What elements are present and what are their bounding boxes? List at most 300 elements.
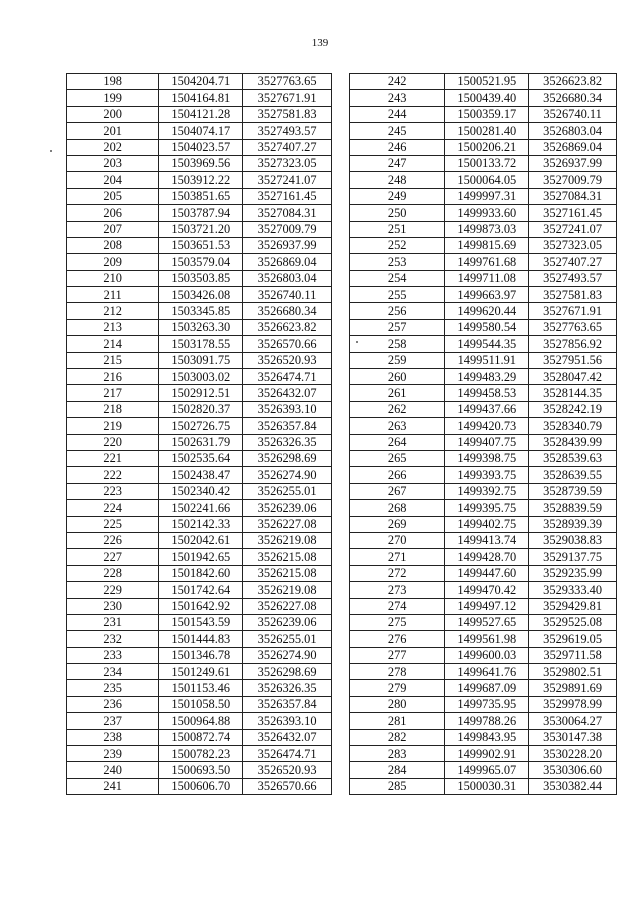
point-number-cell: 244 [350,106,445,122]
point-number-cell: 245 [350,123,445,139]
point-number-cell: 255 [350,287,445,303]
point-number-cell: 273 [350,582,445,598]
point-number-cell: 213 [67,319,159,335]
y-coordinate-cell: 3526357.84 [243,418,332,434]
y-coordinate-cell: 3527161.45 [529,205,617,221]
point-number-cell: 264 [350,434,445,450]
x-coordinate-cell: 1503787.94 [159,205,243,221]
table-row [67,729,332,745]
x-coordinate-cell: 1501346.78 [159,647,243,663]
table-row [67,467,332,483]
y-coordinate-cell: 3529038.83 [529,532,617,548]
table-row [350,532,617,548]
table-row [350,205,617,221]
y-coordinate-cell: 3528839.59 [529,500,617,516]
x-coordinate-cell: 1499580.54 [445,319,529,335]
y-coordinate-cell: 3526298.69 [243,450,332,466]
point-number-cell: 215 [67,352,159,368]
y-coordinate-cell: 3526740.11 [529,106,617,122]
y-coordinate-cell: 3527763.65 [529,319,617,335]
point-number-cell: 275 [350,614,445,630]
x-coordinate-cell: 1503263.30 [159,319,243,335]
x-coordinate-cell: 1499997.31 [445,188,529,204]
y-coordinate-cell: 3527581.83 [529,287,617,303]
x-coordinate-cell: 1500872.74 [159,729,243,745]
y-coordinate-cell: 3526239.06 [243,614,332,630]
point-number-cell: 217 [67,385,159,401]
x-coordinate-cell: 1501153.46 [159,680,243,696]
table-row [350,467,617,483]
x-coordinate-cell: 1499873.03 [445,221,529,237]
point-number-cell: 231 [67,614,159,630]
x-coordinate-cell: 1499815.69 [445,237,529,253]
point-number-cell: 232 [67,631,159,647]
point-number-cell: 284 [350,762,445,778]
y-coordinate-cell: 3530228.20 [529,746,617,762]
x-coordinate-cell: 1503426.08 [159,287,243,303]
table-row [350,664,617,680]
y-coordinate-cell: 3526570.66 [243,336,332,352]
table-row [350,647,617,663]
y-coordinate-cell: 3526520.93 [243,762,332,778]
x-coordinate-cell: 1503003.02 [159,369,243,385]
point-number-cell: 262 [350,401,445,417]
point-number-cell: 254 [350,270,445,286]
y-coordinate-cell: 3526623.82 [529,74,617,90]
x-coordinate-cell: 1503345.85 [159,303,243,319]
table-row [67,418,332,434]
x-coordinate-cell: 1499843.95 [445,729,529,745]
x-coordinate-cell: 1499395.75 [445,500,529,516]
point-number-cell: 225 [67,516,159,532]
table-row [67,582,332,598]
x-coordinate-cell: 1502340.42 [159,483,243,499]
y-coordinate-cell: 3526570.66 [243,778,332,794]
table-row [67,762,332,778]
y-coordinate-cell: 3529333.40 [529,582,617,598]
x-coordinate-cell: 1499561.98 [445,631,529,647]
x-coordinate-cell: 1499933.60 [445,205,529,221]
point-number-cell: 251 [350,221,445,237]
x-coordinate-cell: 1499511.91 [445,352,529,368]
point-number-cell: 210 [67,270,159,286]
point-number-cell: 242 [350,74,445,90]
table-row [350,762,617,778]
y-coordinate-cell: 3528539.63 [529,450,617,466]
x-coordinate-cell: 1499788.26 [445,713,529,729]
y-coordinate-cell: 3527323.05 [243,155,332,171]
table-row [67,172,332,188]
y-coordinate-cell: 3526432.07 [243,385,332,401]
point-number-cell: 240 [67,762,159,778]
y-coordinate-cell: 3526393.10 [243,401,332,417]
table-row [67,401,332,417]
table-row [67,123,332,139]
point-number-cell: 269 [350,516,445,532]
table-row [67,319,332,335]
y-coordinate-cell: 3526239.06 [243,500,332,516]
point-number-cell: 204 [67,172,159,188]
coordinate-table-right [349,73,617,795]
point-number-cell: 212 [67,303,159,319]
x-coordinate-cell: 1499600.03 [445,647,529,663]
point-number-cell: 271 [350,549,445,565]
table-row [67,221,332,237]
x-coordinate-cell: 1499413.74 [445,532,529,548]
x-coordinate-cell: 1500964.88 [159,713,243,729]
point-number-cell: 282 [350,729,445,745]
y-coordinate-cell: 3529429.81 [529,598,617,614]
x-coordinate-cell: 1503912.22 [159,172,243,188]
y-coordinate-cell: 3528639.55 [529,467,617,483]
table-row [67,237,332,253]
y-coordinate-cell: 3526357.84 [243,696,332,712]
point-number-cell: 221 [67,450,159,466]
x-coordinate-cell: 1503851.65 [159,188,243,204]
table-body [350,74,617,795]
x-coordinate-cell: 1501642.92 [159,598,243,614]
y-coordinate-cell: 3529711.58 [529,647,617,663]
x-coordinate-cell: 1499663.97 [445,287,529,303]
y-coordinate-cell: 3527581.83 [243,106,332,122]
page-number: 139 [311,37,329,49]
point-number-cell: 224 [67,500,159,516]
point-number-cell: 259 [350,352,445,368]
y-coordinate-cell: 3528439.99 [529,434,617,450]
table-row [350,696,617,712]
table-row [350,385,617,401]
y-coordinate-cell: 3528047.42 [529,369,617,385]
x-coordinate-cell: 1503503.85 [159,270,243,286]
x-coordinate-cell: 1499447.60 [445,565,529,581]
x-coordinate-cell: 1500281.40 [445,123,529,139]
table-row [67,369,332,385]
y-coordinate-cell: 3526623.82 [243,319,332,335]
x-coordinate-cell: 1504121.28 [159,106,243,122]
y-coordinate-cell: 3527161.45 [243,188,332,204]
table-row [350,614,617,630]
table-row [67,713,332,729]
x-coordinate-cell: 1500064.05 [445,172,529,188]
table-row [350,418,617,434]
y-coordinate-cell: 3526255.01 [243,631,332,647]
y-coordinate-cell: 3526937.99 [529,155,617,171]
x-coordinate-cell: 1499420.73 [445,418,529,434]
point-number-cell: 249 [350,188,445,204]
point-number-cell: 263 [350,418,445,434]
x-coordinate-cell: 1499965.07 [445,762,529,778]
table-row [350,90,617,106]
x-coordinate-cell: 1502438.47 [159,467,243,483]
x-coordinate-cell: 1499641.76 [445,664,529,680]
point-number-cell: 267 [350,483,445,499]
table-body [67,74,332,795]
point-number-cell: 239 [67,746,159,762]
table-row [350,287,617,303]
table-row [350,221,617,237]
table-row [67,385,332,401]
coordinate-table-left [66,73,332,795]
x-coordinate-cell: 1500439.40 [445,90,529,106]
y-coordinate-cell: 3527084.31 [529,188,617,204]
x-coordinate-cell: 1502820.37 [159,401,243,417]
point-number-cell: 233 [67,647,159,663]
x-coordinate-cell: 1503178.55 [159,336,243,352]
point-number-cell: 205 [67,188,159,204]
point-number-cell: 283 [350,746,445,762]
point-number-cell: 206 [67,205,159,221]
point-number-cell: 280 [350,696,445,712]
y-coordinate-cell: 3526520.93 [243,352,332,368]
table-row [350,729,617,745]
y-coordinate-cell: 3529802.51 [529,664,617,680]
x-coordinate-cell: 1502042.61 [159,532,243,548]
table-row [67,598,332,614]
table-row [67,90,332,106]
y-coordinate-cell: 3530306.60 [529,762,617,778]
x-coordinate-cell: 1499497.12 [445,598,529,614]
table-row [350,450,617,466]
table-row [350,631,617,647]
table-row [67,614,332,630]
point-number-cell: 238 [67,729,159,745]
table-row [350,565,617,581]
x-coordinate-cell: 1500359.17 [445,106,529,122]
y-coordinate-cell: 3527763.65 [243,74,332,90]
x-coordinate-cell: 1499393.75 [445,467,529,483]
point-number-cell: 226 [67,532,159,548]
point-number-cell: 268 [350,500,445,516]
y-coordinate-cell: 3528939.39 [529,516,617,532]
x-coordinate-cell: 1499483.29 [445,369,529,385]
table-row [67,106,332,122]
point-number-cell: 208 [67,237,159,253]
table-row [67,680,332,696]
point-number-cell: 201 [67,123,159,139]
table-row [67,434,332,450]
y-coordinate-cell: 3527407.27 [529,254,617,270]
x-coordinate-cell: 1503651.53 [159,237,243,253]
point-number-cell: 218 [67,401,159,417]
table-row [350,598,617,614]
point-number-cell: 211 [67,287,159,303]
point-number-cell: 229 [67,582,159,598]
x-coordinate-cell: 1499458.53 [445,385,529,401]
y-coordinate-cell: 3530147.38 [529,729,617,745]
y-coordinate-cell: 3529619.05 [529,631,617,647]
x-coordinate-cell: 1504164.81 [159,90,243,106]
x-coordinate-cell: 1503579.04 [159,254,243,270]
y-coordinate-cell: 3526869.04 [243,254,332,270]
x-coordinate-cell: 1501742.64 [159,582,243,598]
point-number-cell: 235 [67,680,159,696]
point-number-cell: 248 [350,172,445,188]
y-coordinate-cell: 3526474.71 [243,369,332,385]
y-coordinate-cell: 3526937.99 [243,237,332,253]
x-coordinate-cell: 1501842.60 [159,565,243,581]
y-coordinate-cell: 3529978.99 [529,696,617,712]
point-number-cell: 207 [67,221,159,237]
x-coordinate-cell: 1500782.23 [159,746,243,762]
table-row [350,778,617,794]
x-coordinate-cell: 1503721.20 [159,221,243,237]
y-coordinate-cell: 3526219.08 [243,532,332,548]
point-number-cell: 277 [350,647,445,663]
x-coordinate-cell: 1504023.57 [159,139,243,155]
y-coordinate-cell: 3526326.35 [243,434,332,450]
table-row [350,106,617,122]
point-number-cell: 228 [67,565,159,581]
y-coordinate-cell: 3526215.08 [243,565,332,581]
point-number-cell: 246 [350,139,445,155]
x-coordinate-cell: 1501249.61 [159,664,243,680]
x-coordinate-cell: 1500693.50 [159,762,243,778]
y-coordinate-cell: 3527084.31 [243,205,332,221]
table-row [67,254,332,270]
table-row [350,303,617,319]
table-row [350,369,617,385]
point-number-cell: 200 [67,106,159,122]
table-row [350,74,617,90]
x-coordinate-cell: 1500030.31 [445,778,529,794]
point-number-cell: 272 [350,565,445,581]
point-number-cell: 236 [67,696,159,712]
x-coordinate-cell: 1499527.65 [445,614,529,630]
point-number-cell: 276 [350,631,445,647]
x-coordinate-cell: 1499711.08 [445,270,529,286]
table-row [350,680,617,696]
y-coordinate-cell: 3528739.59 [529,483,617,499]
y-coordinate-cell: 3526680.34 [243,303,332,319]
table-row [67,270,332,286]
y-coordinate-cell: 3526740.11 [243,287,332,303]
table-row [350,582,617,598]
scan-speck [50,150,52,152]
table-row [67,746,332,762]
point-number-cell: 202 [67,139,159,155]
y-coordinate-cell: 3530382.44 [529,778,617,794]
x-coordinate-cell: 1501543.59 [159,614,243,630]
point-number-cell: 243 [350,90,445,106]
table-row [350,500,617,516]
y-coordinate-cell: 3526227.08 [243,598,332,614]
x-coordinate-cell: 1504204.71 [159,74,243,90]
table-row [350,172,617,188]
table-row [67,483,332,499]
table-row [67,155,332,171]
table-row [67,532,332,548]
table-row [67,778,332,794]
point-number-cell: 252 [350,237,445,253]
x-coordinate-cell: 1500521.95 [445,74,529,90]
y-coordinate-cell: 3527323.05 [529,237,617,253]
point-number-cell: 223 [67,483,159,499]
table-row [67,565,332,581]
point-number-cell: 230 [67,598,159,614]
y-coordinate-cell: 3526474.71 [243,746,332,762]
table-row [67,188,332,204]
point-number-cell: 265 [350,450,445,466]
point-number-cell: 260 [350,369,445,385]
table-row [67,303,332,319]
x-coordinate-cell: 1499392.75 [445,483,529,499]
y-coordinate-cell: 3526255.01 [243,483,332,499]
x-coordinate-cell: 1503091.75 [159,352,243,368]
x-coordinate-cell: 1504074.17 [159,123,243,139]
x-coordinate-cell: 1502535.64 [159,450,243,466]
point-number-cell: 256 [350,303,445,319]
point-number-cell: 209 [67,254,159,270]
table-row [67,336,332,352]
point-number-cell: 198 [67,74,159,90]
table-row [350,434,617,450]
x-coordinate-cell: 1501942.65 [159,549,243,565]
point-number-cell: 222 [67,467,159,483]
y-coordinate-cell: 3526215.08 [243,549,332,565]
point-number-cell: 279 [350,680,445,696]
point-number-cell: 270 [350,532,445,548]
y-coordinate-cell: 3526803.04 [529,123,617,139]
point-number-cell: 203 [67,155,159,171]
x-coordinate-cell: 1499544.35 [445,336,529,352]
table-row [350,352,617,368]
table-row [67,516,332,532]
point-number-cell: 257 [350,319,445,335]
point-number-cell: 241 [67,778,159,794]
table-row [350,401,617,417]
y-coordinate-cell: 3526219.08 [243,582,332,598]
y-coordinate-cell: 3529137.75 [529,549,617,565]
point-number-cell: 266 [350,467,445,483]
point-number-cell: 261 [350,385,445,401]
point-number-cell: 250 [350,205,445,221]
y-coordinate-cell: 3526298.69 [243,664,332,680]
x-coordinate-cell: 1502241.66 [159,500,243,516]
point-number-cell: 285 [350,778,445,794]
point-number-cell: 253 [350,254,445,270]
x-coordinate-cell: 1499687.09 [445,680,529,696]
x-coordinate-cell: 1502726.75 [159,418,243,434]
y-coordinate-cell: 3527241.07 [529,221,617,237]
y-coordinate-cell: 3527493.57 [243,123,332,139]
y-coordinate-cell: 3527951.56 [529,352,617,368]
x-coordinate-cell: 1501058.50 [159,696,243,712]
point-number-cell: 258 [350,336,445,352]
x-coordinate-cell: 1499620.44 [445,303,529,319]
y-coordinate-cell: 3528144.35 [529,385,617,401]
x-coordinate-cell: 1502912.51 [159,385,243,401]
table-row [350,237,617,253]
y-coordinate-cell: 3526432.07 [243,729,332,745]
y-coordinate-cell: 3526803.04 [243,270,332,286]
table-row [350,483,617,499]
y-coordinate-cell: 3526869.04 [529,139,617,155]
table-row [67,450,332,466]
y-coordinate-cell: 3527407.27 [243,139,332,155]
point-number-cell: 227 [67,549,159,565]
x-coordinate-cell: 1499402.75 [445,516,529,532]
table-row [350,746,617,762]
y-coordinate-cell: 3530064.27 [529,713,617,729]
table-row [350,336,617,352]
y-coordinate-cell: 3526393.10 [243,713,332,729]
table-row [350,270,617,286]
x-coordinate-cell: 1499398.75 [445,450,529,466]
y-coordinate-cell: 3527671.91 [529,303,617,319]
x-coordinate-cell: 1500606.70 [159,778,243,794]
x-coordinate-cell: 1499470.42 [445,582,529,598]
x-coordinate-cell: 1499902.91 [445,746,529,762]
